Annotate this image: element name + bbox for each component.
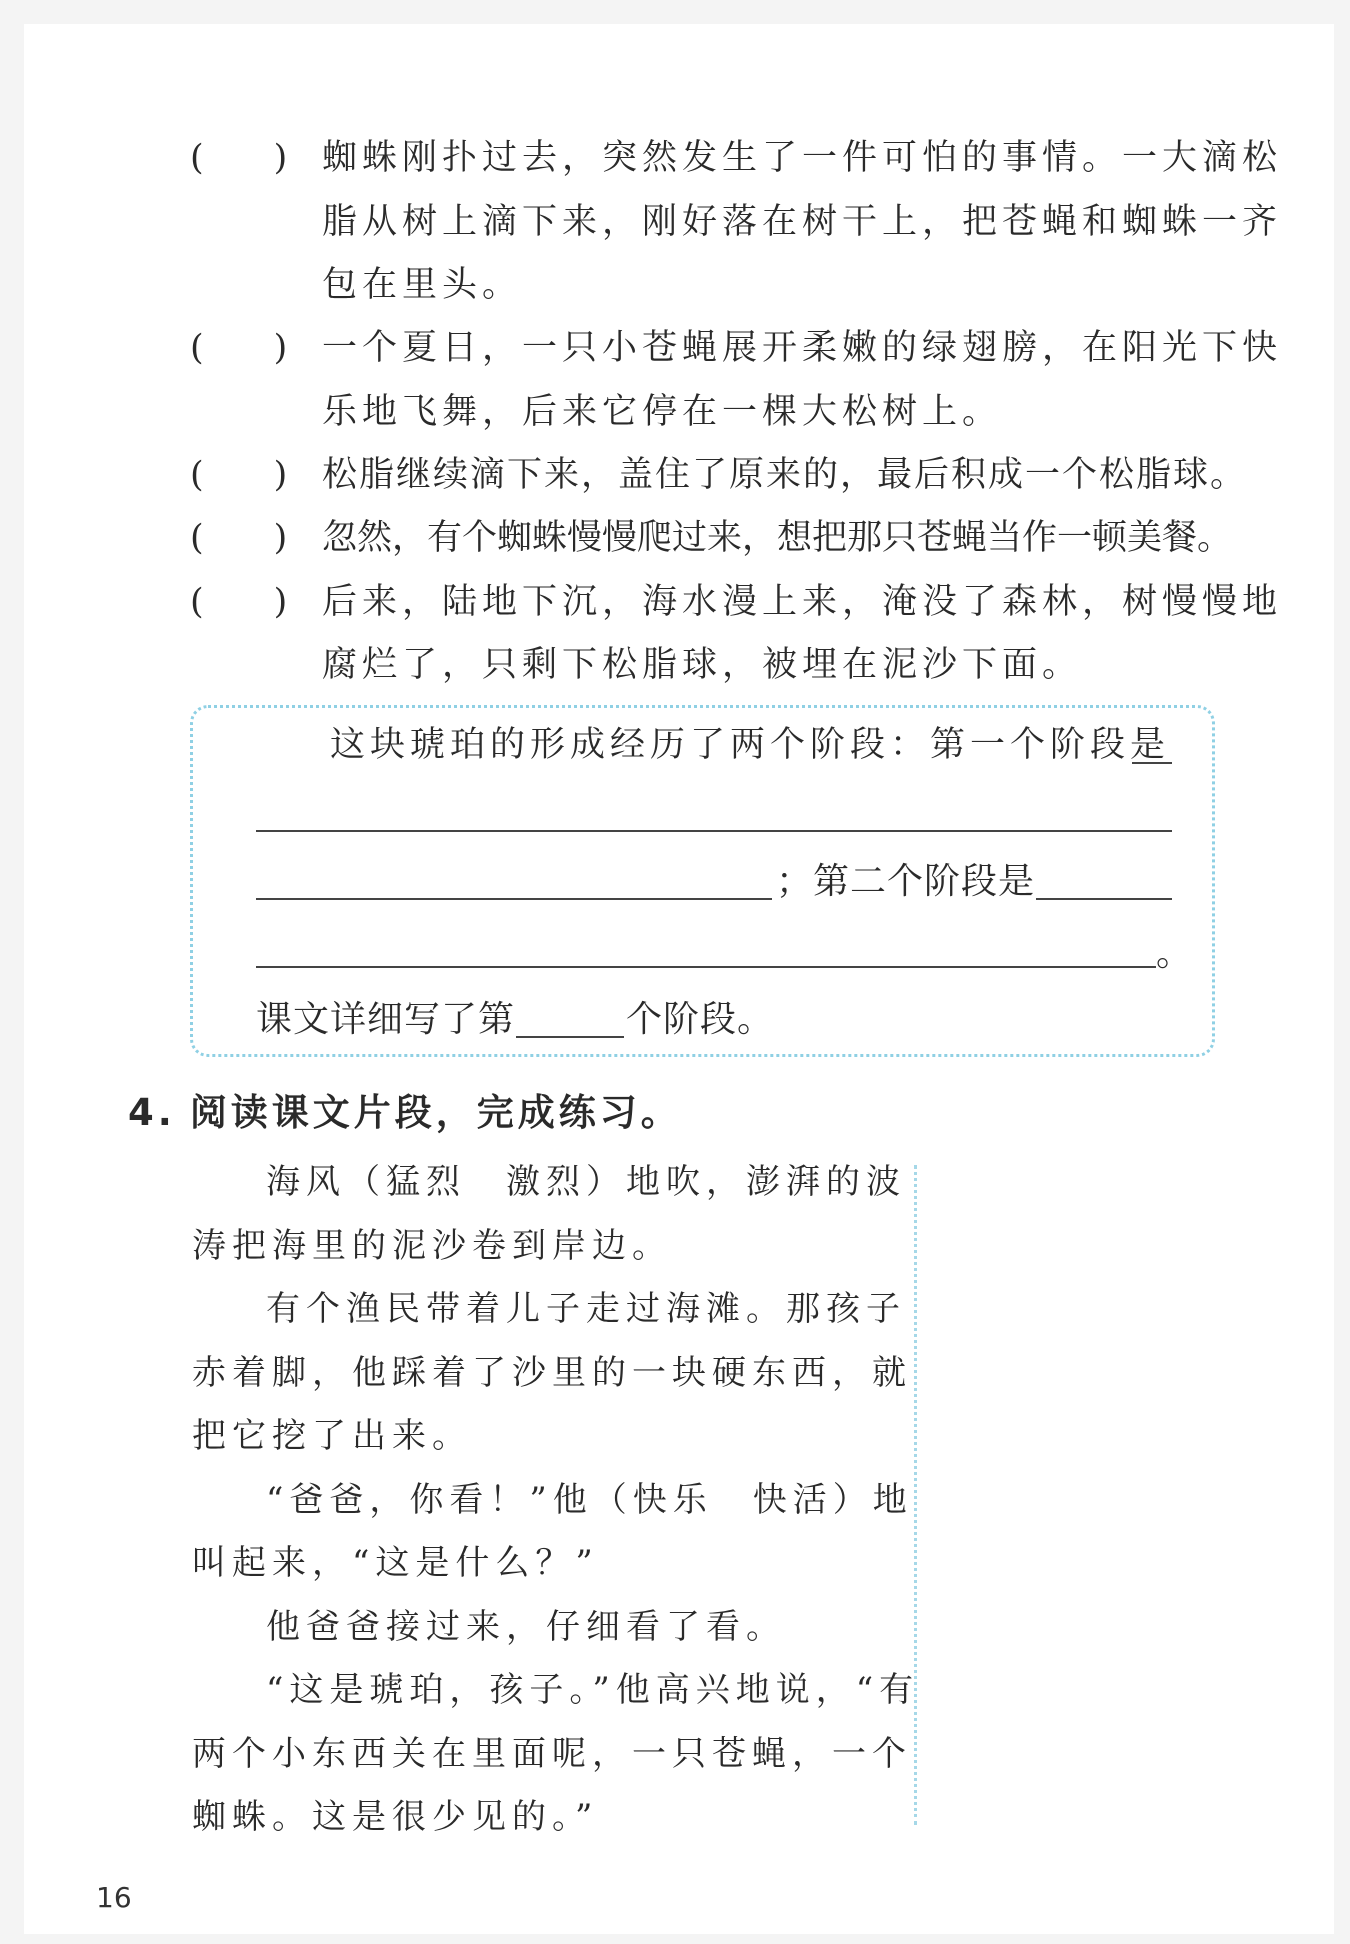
answer-blank[interactable] — [1036, 898, 1172, 900]
item-line: 包在里头。 — [322, 265, 523, 305]
stage2-prompt: ；第二个阶段是 — [776, 861, 1036, 902]
answer-bracket[interactable]: ( ) — [190, 138, 288, 178]
item-line: 乐地飞舞，后来它停在一棵大松树上。 — [322, 392, 1003, 432]
answer-blank[interactable] — [256, 898, 772, 900]
period: 。 — [1156, 933, 1198, 974]
section-number: 4. — [128, 1091, 176, 1134]
item-line: 一个夏日，一只小苍蝇展开柔嫩的绿翅膀，在阳光下快 — [322, 328, 1283, 368]
section-title: 阅读课文片段，完成练习。 — [189, 1090, 682, 1134]
passage-line: 蜘蛛。这是很少见的。” — [192, 1797, 599, 1837]
passage-line: 赤着脚，他踩着了沙里的一块硬东西，就 — [192, 1353, 912, 1393]
item-line: 蜘蛛刚扑过去，突然发生了一件可怕的事情。一大滴松 — [322, 138, 1283, 178]
passage-divider — [914, 1165, 917, 1825]
section-heading — [128, 1090, 682, 1135]
detail-prompt: 课文详细写了第 — [256, 999, 516, 1040]
passage-line: 有个渔民带着儿子走过海滩。那孩子 — [266, 1289, 906, 1329]
answer-blank[interactable] — [256, 830, 1172, 832]
detail-suffix: 个阶段。 — [626, 999, 775, 1040]
answer-blank[interactable] — [1132, 762, 1172, 764]
answer-bracket[interactable]: ( ) — [190, 328, 288, 368]
passage-line: 涛把海里的泥沙卷到岸边。 — [192, 1226, 672, 1266]
answer-bracket[interactable]: ( ) — [190, 455, 288, 495]
passage-line: 海风（猛烈 激烈）地吹，澎湃的波 — [266, 1162, 906, 1202]
item-line: 脂从树上滴下来，刚好落在树干上，把苍蝇和蜘蛛一齐 — [322, 202, 1283, 242]
answer-blank[interactable] — [516, 1036, 624, 1038]
passage-line: “这是琥珀，孩子。”他高兴地说，“有 — [266, 1670, 920, 1710]
passage-line: “爸爸，你看！”他（快乐 快活）地 — [266, 1480, 913, 1520]
answer-bracket[interactable]: ( ) — [190, 518, 288, 558]
box-question-line: 这块琥珀的形成经历了两个阶段：第一个阶段是 — [330, 725, 1171, 765]
item-line: 忽然，有个蜘蛛慢慢爬过来，想把那只苍蝇当作一顿美餐。 — [322, 518, 1233, 558]
answer-bracket[interactable]: ( ) — [190, 582, 288, 622]
passage-line: 他爸爸接过来，仔细看了看。 — [266, 1607, 786, 1647]
page-number: 16 — [96, 1881, 132, 1914]
passage-line: 两个小东西关在里面呢，一只苍蝇，一个 — [192, 1734, 912, 1774]
item-line: 腐烂了，只剩下松脂球，被埋在泥沙下面。 — [322, 645, 1083, 685]
passage-line: 把它挖了出来。 — [192, 1416, 472, 1456]
answer-blank[interactable] — [256, 966, 1156, 968]
passage-line: 叫起来，“这是什么？” — [192, 1543, 599, 1583]
item-line: 松脂继续滴下来，盖住了原来的，最后积成一个松脂球。 — [322, 455, 1248, 495]
item-line: 后来，陆地下沉，海水漫上来，淹没了森林，树慢慢地 — [322, 582, 1283, 622]
